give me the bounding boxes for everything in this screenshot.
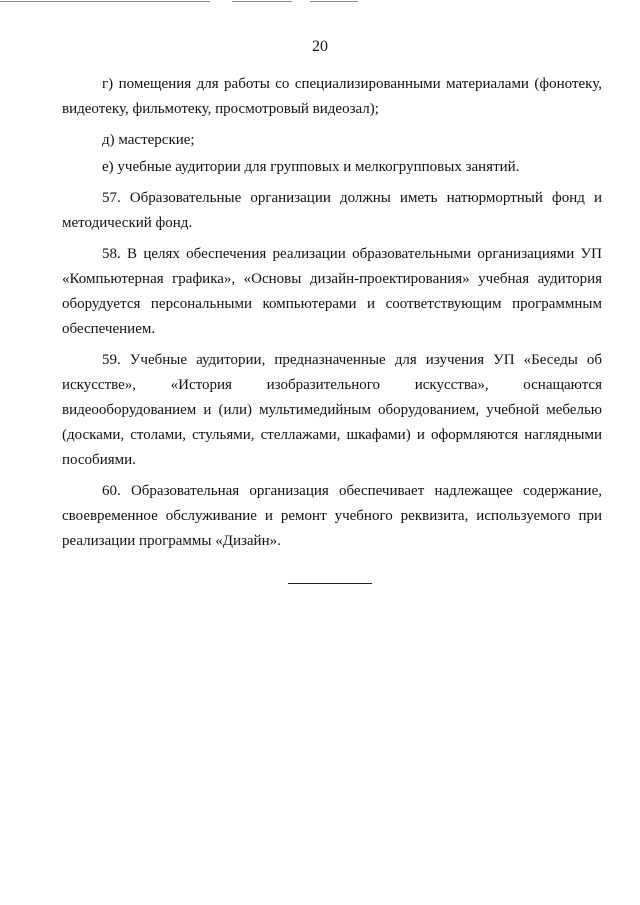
end-divider	[288, 583, 372, 584]
paragraph-58: 58. В целях обеспечения реализации образовательными организациями УП «Компьютерная графика», «Основы дизайн-проектирования» учебная аудитория оборудуется персональными компьютерами и соответствующим программным обеспечением.	[62, 246, 602, 337]
paragraph-item-g: г) помещения для работы со специализированными материалами (фонотеку, видеотеку, фильмотеку, просмотровый видеозал);	[62, 76, 602, 117]
paragraph-item-d: д) мастерские;	[102, 132, 195, 148]
document-body	[62, 72, 602, 560]
paragraph-item-e: е) учебные аудитории для групповых и мелкогрупповых занятий.	[102, 159, 520, 175]
page-number: 20	[312, 38, 328, 55]
paragraph-60: 60. Образовательная организация обеспечивает надлежащее содержание, своевременное обслуживание и ремонт учебного реквизита, используемого при реализации программы «Дизайн».	[62, 483, 602, 549]
paragraph-59: 59. Учебные аудитории, предназначенные для изучения УП «Беседы об искусстве», «История изобразительного искусства», оснащаются видеооборудованием и (или) мультимедийным оборудованием, учебной мебелью (досками, столами, стульями, стеллажами, шкафами) и оформляются наглядными пособиями.	[62, 352, 602, 468]
paragraph-57: 57. Образовательные организации должны иметь натюрмортный фонд и методический фонд.	[62, 190, 602, 231]
scan-edge-line	[0, 0, 640, 5]
